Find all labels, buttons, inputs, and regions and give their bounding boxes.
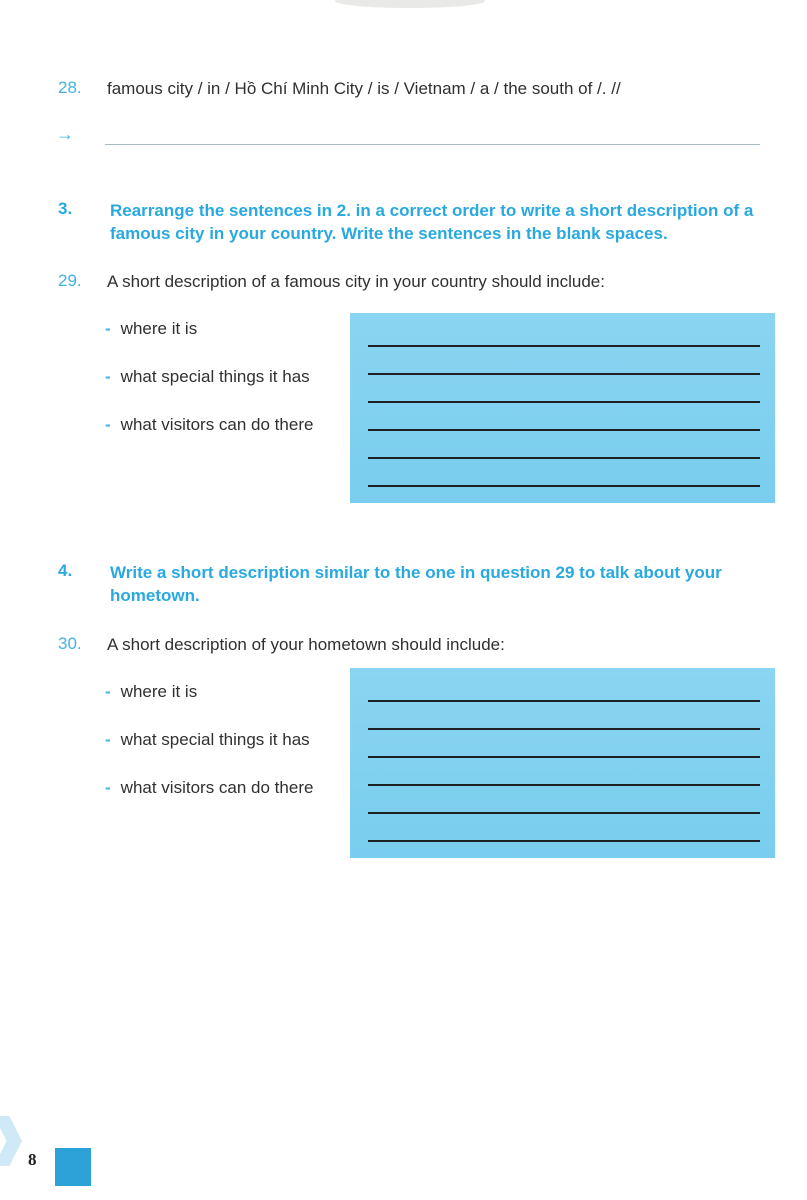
question-28-number: 28. (58, 78, 82, 97)
dash-bullet-icon: - (105, 730, 111, 749)
ruled-line (368, 345, 760, 347)
section-3-number: 3. (58, 199, 73, 218)
list-item-label: where it is (120, 682, 198, 701)
section-4-title: Write a short description similar to the one in question 29 to talk about your hometown. (110, 563, 722, 606)
ruled-line (368, 401, 760, 403)
list-item-label: what visitors can do there (120, 415, 314, 434)
list-item (105, 730, 310, 750)
dash-bullet-icon: - (105, 415, 111, 434)
list-item-label: what special things it has (120, 730, 310, 749)
ruled-line (368, 784, 760, 786)
scan-artifact (335, 0, 485, 8)
ruled-line (368, 756, 760, 758)
answer-writing-box (350, 668, 775, 858)
list-item-label: what visitors can do there (120, 778, 314, 797)
section-3-title: Rearrange the sentences in 2. in a correct order to write a short description of a famous city in your country. Write the sentences in the blank spaces. (110, 201, 754, 244)
section-4-number: 4. (58, 561, 73, 580)
question-30-number: 30. (58, 634, 82, 653)
dash-bullet-icon: - (105, 682, 111, 701)
ruled-line (368, 728, 760, 730)
list-item-label: what special things it has (120, 367, 310, 386)
answer-writing-box (350, 313, 775, 503)
ruled-line (368, 429, 760, 431)
ruled-line (368, 840, 760, 842)
ruled-line (368, 373, 760, 375)
footer-square-icon (55, 1148, 91, 1186)
page-edge-chevron-icon (0, 1116, 22, 1166)
ruled-line (368, 700, 760, 702)
dash-bullet-icon: - (105, 319, 111, 338)
ruled-line (368, 457, 760, 459)
list-item (105, 319, 197, 339)
list-item (105, 778, 313, 798)
dash-bullet-icon: - (105, 367, 111, 386)
list-item (105, 415, 313, 435)
ruled-line (368, 812, 760, 814)
ruled-line (368, 485, 760, 487)
dash-bullet-icon: - (105, 778, 111, 797)
question-28-text: famous city / in / Hồ Chí Minh City / is / Vietnam / a / the south of /. // (107, 79, 621, 98)
list-item (105, 367, 310, 387)
question-29-number: 29. (58, 271, 82, 290)
page-number: 8 (28, 1150, 37, 1169)
arrow-icon: → (56, 124, 74, 144)
list-item-label: where it is (120, 319, 198, 338)
question-30-text: A short description of your hometown should include: (107, 635, 505, 654)
list-item (105, 682, 197, 702)
question-29-text: A short description of a famous city in your country should include: (107, 272, 605, 291)
answer-blank-line (105, 143, 760, 145)
